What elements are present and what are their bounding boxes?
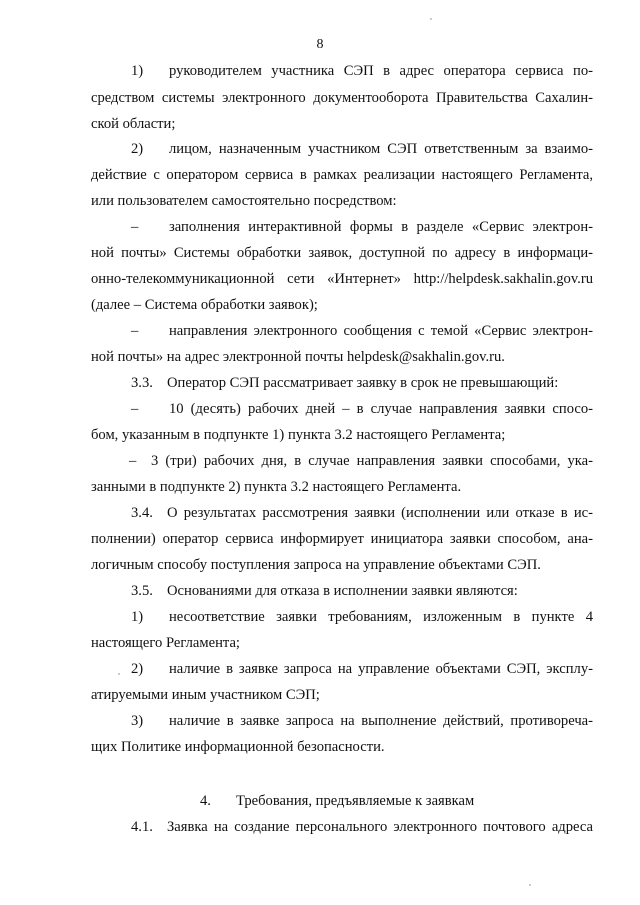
- item-number: 2): [131, 141, 144, 157]
- paragraph-line: ной почты» на адрес электронной почты helpdesk@sakhalin.gov.ru.: [91, 349, 505, 365]
- item-number: 3): [131, 713, 144, 729]
- paragraph-line: действие с оператором сервиса в рамках реализации настоящего Регламента,: [91, 167, 593, 183]
- list-dash: –: [131, 323, 139, 339]
- paragraph-line: занными в подпункте 2) пункта 3.2 настоящего Регламента.: [91, 479, 462, 495]
- section-number: 3.5.: [131, 583, 153, 599]
- item-number: 1): [131, 63, 144, 79]
- paragraph-line: заполнения интерактивной формы в разделе «Сервис электрон-: [169, 219, 593, 235]
- paragraph-line: направления электронного сообщения с темой «Сервис электрон-: [169, 323, 593, 339]
- paragraph-line: полнении) оператор сервиса информирует инициатора заявки способом, ана-: [91, 531, 593, 547]
- section-heading-number: 4.: [200, 793, 211, 809]
- paragraph-line: Заявка на создание персонального электронного почтового адреса: [167, 819, 593, 835]
- paragraph-line: наличие в заявке запроса на выполнение действий, противореча-: [169, 713, 593, 729]
- paragraph-line: 10 (десять) рабочих дней – в случае направления заявки спосо-: [169, 401, 593, 417]
- paragraph-line: или пользователем самостоятельно посредством:: [91, 193, 397, 209]
- paragraph-line: ной почты» Системы обработки заявок, доступной по адресу в информаци-: [91, 245, 593, 261]
- paragraph-line: Основаниями для отказа в исполнении заявки являются:: [167, 583, 518, 599]
- section-number: 3.4.: [131, 505, 153, 521]
- paragraph-line: атируемыми иным участником СЭП;: [91, 687, 320, 703]
- paragraph-line: несоответствие заявки требованиям, изложенным в пункте 4: [169, 609, 593, 625]
- item-number: 1): [131, 609, 144, 625]
- paragraph-line: руководителем участника СЭП в адрес оператора сервиса по-: [169, 63, 593, 79]
- scan-speck: [118, 673, 120, 675]
- paragraph-line: настоящего Регламента;: [91, 635, 240, 651]
- paragraph-line: (далее – Система обработки заявок);: [91, 297, 318, 313]
- paragraph-line: О результатах рассмотрения заявки (исполнении или отказе в ис-: [167, 505, 593, 521]
- item-number: 2): [131, 661, 144, 677]
- paragraph-line: бом, указанным в подпункте 1) пункта 3.2 настоящего Регламента;: [91, 427, 506, 443]
- paragraph-line: средством системы электронного документооборота Правительства Сахалин-: [91, 90, 593, 106]
- paragraph-line: наличие в заявке запроса на управление объектами СЭП, эксплу-: [169, 661, 593, 677]
- paragraph-line: щих Политике информационной безопасности.: [91, 739, 385, 755]
- paragraph-line: лицом, назначенным участником СЭП ответственным за взаимо-: [169, 141, 593, 157]
- list-dash: –: [129, 453, 137, 469]
- paragraph-line: Оператор СЭП рассматривает заявку в срок не превышающий:: [167, 375, 559, 391]
- paragraph-line: онно-телекоммуникационной сети «Интернет» http://helpdesk.sakhalin.gov.ru: [91, 271, 593, 287]
- section-number: 4.1.: [131, 819, 153, 835]
- section-number: 3.3.: [131, 375, 153, 391]
- scan-speck: [430, 18, 432, 20]
- scan-speck: [529, 884, 531, 886]
- section-heading: Требования, предъявляемые к заявкам: [236, 793, 475, 809]
- page-number: 8: [316, 37, 324, 52]
- list-dash: –: [131, 219, 139, 235]
- paragraph-line: 3 (три) рабочих дня, в случае направления заявки способами, ука-: [151, 453, 593, 469]
- list-dash: –: [131, 401, 139, 417]
- paragraph-line: логичным способу поступления запроса на управление объектами СЭП.: [91, 557, 541, 573]
- paragraph-line: ской области;: [91, 116, 176, 132]
